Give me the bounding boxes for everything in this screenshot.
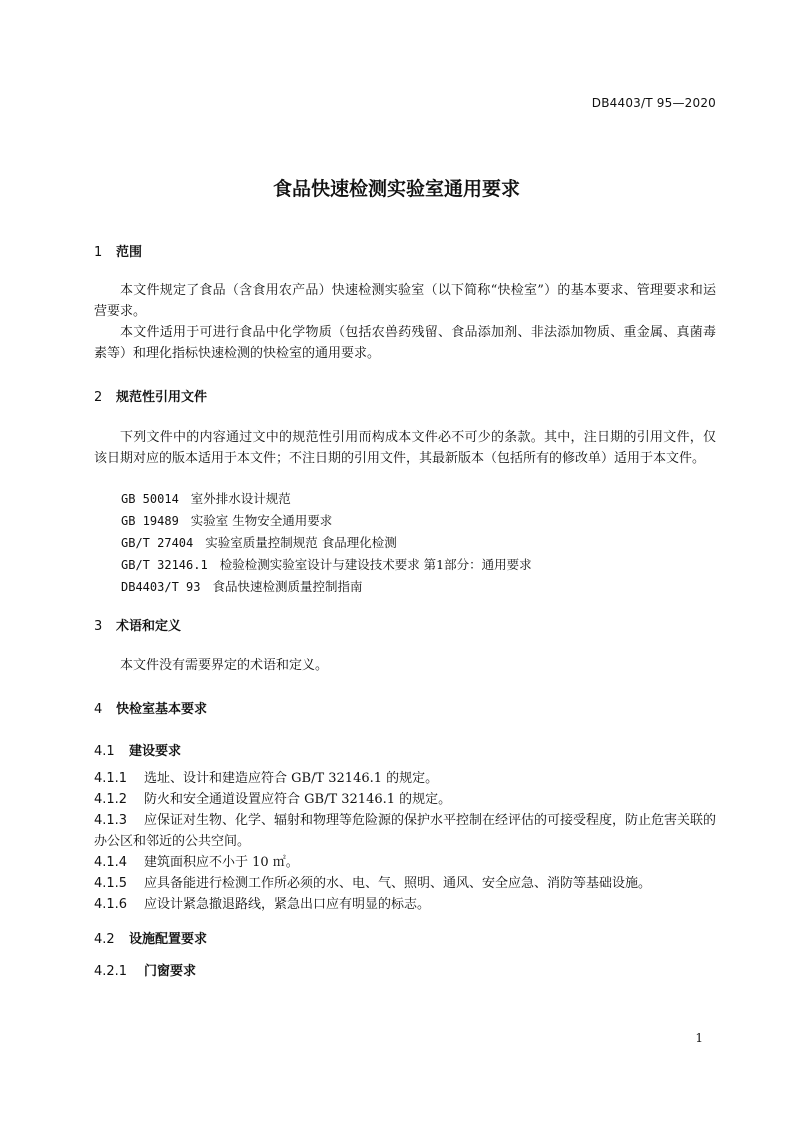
clause-4-1-3	[94, 810, 716, 852]
reference-item	[121, 510, 532, 532]
document-title: 食品快速检测实验室通用要求	[272, 178, 520, 200]
section-title: 术语和定义	[116, 619, 182, 634]
clause-4-1-5	[94, 873, 716, 894]
paragraph: 本文件没有需要界定的术语和定义。	[120, 658, 329, 673]
reference-name: 食品快速检测质量控制指南	[212, 579, 363, 594]
section-title: 设施配置要求	[129, 932, 208, 947]
reference-list	[121, 488, 532, 598]
section-title: 门窗要求	[144, 964, 197, 979]
clause-text: 应具备能进行检测工作所必须的水、电、气、照明、通风、安全应急、消防等基础设施。	[144, 876, 652, 891]
clause-text: 建筑面积应不小于 10 ㎡。	[144, 855, 299, 870]
reference-code: GB/T 27404	[121, 536, 194, 550]
section-title: 规范性引用文件	[116, 390, 208, 405]
reference-code: GB 19489	[121, 514, 179, 528]
clause-number: 4.1.5	[94, 876, 128, 891]
section-number: 4	[94, 702, 103, 717]
section-2-heading	[94, 386, 207, 405]
reference-name: 实验室质量控制规范 食品理化检测	[205, 535, 397, 550]
reference-item	[121, 554, 532, 576]
clause-number: 4.1.2	[94, 792, 128, 807]
section-1-heading	[94, 241, 142, 260]
reference-code: GB 50014	[121, 492, 179, 506]
clause-number: 4.1.3	[94, 813, 128, 828]
clause-4-1-1	[94, 768, 716, 789]
clause-text: 应设计紧急撤退路线，紧急出口应有明显的标志。	[144, 897, 431, 912]
reference-item	[121, 488, 532, 510]
clause-text: 防火和安全通道设置应符合 GB/T 32146.1 的规定。	[144, 792, 452, 807]
section-number: 1	[94, 245, 103, 260]
clause-4-1-4	[94, 852, 716, 873]
section-number: 3	[94, 619, 103, 634]
section-number: 4.2.1	[94, 964, 128, 979]
reference-name: 实验室 生物安全通用要求	[190, 513, 333, 528]
paragraph: 下列文件中的内容通过文中的规范性引用而构成本文件必不可少的条款。其中，注日期的引用文件，仅该日期对应的版本适用于本文件；不注日期的引用文件，其最新版本（包括所有的修改单）适用于本文件。	[94, 430, 716, 466]
section-title: 快检室基本要求	[116, 702, 208, 717]
reference-name: 检验检测实验室设计与建设技术要求 第1部分：通用要求	[219, 557, 532, 572]
clause-4-1-2	[94, 789, 716, 810]
section-title: 建设要求	[129, 744, 182, 759]
clause-number: 4.1.6	[94, 897, 128, 912]
clause-text: 选址、设计和建造应符合 GB/T 32146.1 的规定。	[144, 771, 439, 786]
reference-code: GB/T 32146.1	[121, 558, 208, 572]
subsection-4-2-heading	[94, 928, 207, 947]
document-code: DB4403/T 95—2020	[591, 96, 716, 110]
reference-item	[121, 532, 532, 554]
section-title: 范围	[116, 245, 143, 260]
clause-number: 4.1.4	[94, 855, 128, 870]
section-3-heading	[94, 615, 181, 634]
section-number: 4.1	[94, 744, 115, 759]
reference-item	[121, 576, 532, 598]
subsection-4-1-heading	[94, 740, 181, 759]
page-number: 1	[695, 1031, 703, 1045]
section-number: 4.2	[94, 932, 115, 947]
clause-number: 4.1.1	[94, 771, 128, 786]
paragraph: 本文件适用于可进行食品中化学物质（包括农兽药残留、食品添加剂、非法添加物质、重金属、真菌毒素等）和理化指标快速检测的快检室的通用要求。	[94, 325, 716, 361]
section-4-heading	[94, 698, 207, 717]
clause-text: 应保证对生物、化学、辐射和物理等危险源的保护水平控制在经评估的可接受程度，防止危害关联的办公区和邻近的公共空间。	[94, 813, 717, 849]
paragraph: 本文件规定了食品（含食用农产品）快速检测实验室（以下简称“快检室”）的基本要求、管理要求和运营要求。	[94, 283, 716, 319]
subsection-4-2-1-heading	[94, 960, 196, 979]
section-number: 2	[94, 390, 103, 405]
reference-code: DB4403/T 93	[121, 580, 201, 594]
clause-4-1-6	[94, 894, 716, 915]
reference-name: 室外排水设计规范	[190, 491, 291, 506]
